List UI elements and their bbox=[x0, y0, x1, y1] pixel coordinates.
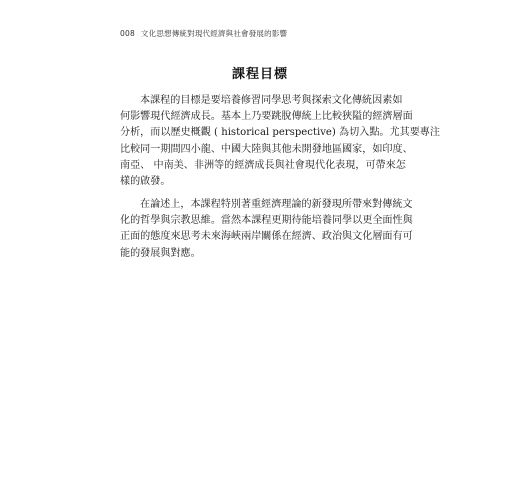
paragraph-2 bbox=[120, 197, 413, 262]
paragraph-line: 樣的啟發。 bbox=[120, 176, 171, 188]
running-header bbox=[120, 28, 287, 39]
paragraph-line: 正面的態度來思考未來海峽兩岸關係在經濟、政治與文化層面有可 bbox=[120, 231, 413, 243]
section-title: 課程目標 bbox=[231, 67, 288, 82]
paragraph-1 bbox=[120, 93, 440, 190]
paragraph-line: 化的哲學與宗教思維。當然本課程更期待能培養同學以更全面性與 bbox=[120, 215, 413, 227]
paragraph-line: 分析，而以歷史概觀 ( historical perspective) 為切入點。尤其要專注 bbox=[120, 127, 440, 139]
running-title: 文化思想傳統對現代經濟與社會發展的影響 bbox=[140, 29, 288, 38]
paragraph-line: 比較同一期間四小龍、中國大陸與其他未開發地區國家，如印度、 bbox=[120, 143, 413, 155]
page-number: 008 bbox=[120, 29, 135, 38]
paragraph-line: 本課程的目標是要培養修習同學思考與探索文化傳統因素如 bbox=[140, 95, 403, 106]
paragraph-line: 何影響現代經濟成長。基本上乃要跳脫傳統上比較狹隘的經濟層面 bbox=[120, 111, 413, 123]
paragraph-line: 在論述上，本課程特別著重經濟理論的新發現所帶來對傳統文 bbox=[140, 199, 413, 210]
paragraph-line: 南亞、 中南美、非洲等的經濟成長與社會現代化表現，可帶來怎 bbox=[120, 159, 406, 171]
paragraph-line: 能的發展與對應。 bbox=[120, 247, 201, 259]
